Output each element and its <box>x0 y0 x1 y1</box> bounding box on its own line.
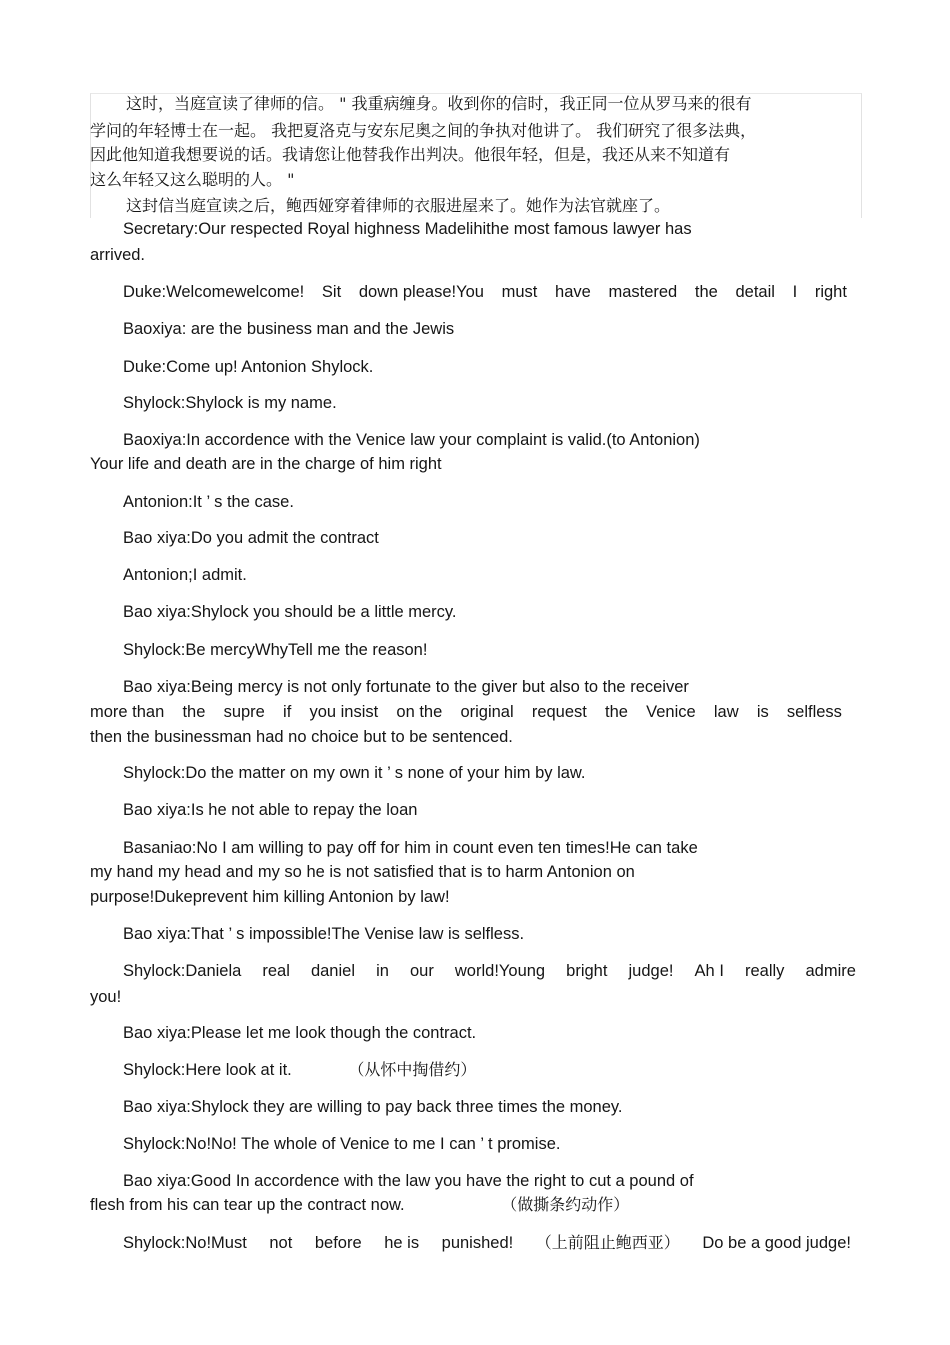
word: mastered <box>608 283 678 301</box>
shylock-line-4b: you! <box>90 988 122 1006</box>
word: supre <box>223 703 265 721</box>
antonion-line-2: Antonion;I admit. <box>123 566 247 584</box>
basaniao-line-c: purpose!Dukeprevent him killing Antonion by law! <box>90 888 450 906</box>
baoxiya-line-10a: Bao xiya:Good In accordence with the law you have the right to cut a pound of <box>123 1172 694 1190</box>
shylock-line-6: Shylock:No!No! The whole of Venice to me I can ’ t promise. <box>123 1135 561 1153</box>
stage-direction: （从怀中掏借约） <box>348 1060 477 1079</box>
baoxiya-line-4: Bao xiya:Shylock you should be a little mercy. <box>123 603 457 621</box>
word: real <box>262 962 290 980</box>
dialogue-text: Shylock:Here look at it. <box>123 1061 292 1079</box>
word: is <box>756 703 769 721</box>
secretary-line-2: arrived. <box>90 246 146 264</box>
letter-line-4: 这么年轻又这么聪明的人。 " <box>90 170 295 189</box>
narration-line: 这封信当庭宣读之后，鲍西娅穿着律师的衣服进屋来了。她作为法官就座了。 <box>126 196 671 215</box>
word: judge! <box>628 962 674 980</box>
word: you insist <box>309 703 379 721</box>
word: Ah I <box>694 962 724 980</box>
baoxiya-line-7: Bao xiya:That ’ s impossible!The Venise law is selfless. <box>123 925 525 943</box>
word: he is <box>384 1234 420 1252</box>
secretary-line-1: Secretary:Our respected Royal highness Madelihithe most famous lawyer has <box>123 220 692 238</box>
shylock-line-3: Shylock:Do the matter on my own it ’ s none of your him by law. <box>123 764 586 782</box>
word: daniel <box>310 962 355 980</box>
word: more than <box>90 703 165 721</box>
baoxiya-line-5b <box>90 702 842 722</box>
word: Venice <box>646 703 696 721</box>
duke-line-1 <box>123 282 847 302</box>
baoxiya-line-1: Baoxiya: are the business man and the Jewis <box>123 320 455 338</box>
shylock-line-1: Shylock:Shylock is my name. <box>123 394 337 412</box>
word: our <box>409 962 434 980</box>
shylock-line-4a <box>123 961 856 981</box>
word: down please!You <box>358 283 484 301</box>
word: have <box>555 283 591 301</box>
word: Shylock:No!Must <box>123 1234 247 1252</box>
word: world!Young <box>454 962 546 980</box>
baoxiya-line-3: Bao xiya:Do you admit the contract <box>123 529 379 547</box>
word: Sit <box>321 283 342 301</box>
word: Do be a good judge! <box>702 1234 851 1252</box>
word: admire <box>805 962 856 980</box>
word: the <box>182 703 206 721</box>
word: must <box>501 283 538 301</box>
dialogue-text: flesh from his can tear up the contract now. <box>90 1196 405 1214</box>
word: Duke:Welcomewelcome! <box>123 283 305 301</box>
stage-direction: （做撕条约动作） <box>501 1195 630 1214</box>
baoxiya-line-6: Bao xiya:Is he not able to repay the loan <box>123 801 418 819</box>
basaniao-line-a: Basaniao:No I am willing to pay off for him in count even ten times!He can take <box>123 839 698 857</box>
word: right <box>814 283 847 301</box>
word: punished! <box>441 1234 514 1252</box>
baoxiya-line-9: Bao xiya:Shylock they are willing to pay back three times the money. <box>123 1098 623 1116</box>
letter-line-2: 学问的年轻博士在一起。 我把夏洛克与安东尼奥之间的争执对他讲了。 我们研究了很多法典， <box>90 121 757 140</box>
word: detail <box>735 283 775 301</box>
word: the <box>694 283 718 301</box>
shylock-line-2: Shylock:Be mercyWhyTell me the reason! <box>123 641 428 659</box>
word: not <box>269 1234 293 1252</box>
baoxiya-line-5a: Bao xiya:Being mercy is not only fortunate to the giver but also to the receiver <box>123 678 689 696</box>
word: selfless <box>786 703 842 721</box>
shylock-line-5 <box>123 1060 476 1080</box>
letter-line-1: 这时，当庭宣读了律师的信。 " 我重病缠身。收到你的信时，我正同一位从罗马来的很有 <box>126 94 752 113</box>
word: if <box>283 703 292 721</box>
word: on the <box>396 703 443 721</box>
word: request <box>531 703 587 721</box>
word: I <box>792 283 798 301</box>
stage-direction: （上前阻止鲍西亚） <box>535 1233 680 1252</box>
shylock-line-7 <box>123 1233 851 1253</box>
baoxiya-line-8: Bao xiya:Please let me look though the contract. <box>123 1024 477 1042</box>
baoxiya-line-10b <box>90 1195 629 1215</box>
word: Shylock:Daniela <box>123 962 242 980</box>
baoxiya-line-2b: Your life and death are in the charge of him right <box>90 455 442 473</box>
word: the <box>605 703 628 721</box>
word: in <box>376 962 389 980</box>
word: law <box>713 703 739 721</box>
basaniao-line-b: my hand my head and my so he is not satisfied that is to harm Antonion on <box>90 863 635 881</box>
duke-line-2: Duke:Come up! Antonion Shylock. <box>123 358 374 376</box>
word: before <box>314 1234 362 1252</box>
word: original <box>460 703 514 721</box>
baoxiya-line-5c: then the businessman had no choice but to be sentenced. <box>90 728 513 746</box>
antonion-line-1: Antonion:It ’ s the case. <box>123 493 294 511</box>
letter-line-3: 因此他知道我想要说的话。我请您让他替我作出判决。他很年轻，但是，我还从来不知道有 <box>90 145 731 164</box>
word: really <box>744 962 785 980</box>
word: bright <box>566 962 608 980</box>
baoxiya-line-2a: Baoxiya:In accordence with the Venice law your complaint is valid.(to Antonion) <box>123 431 700 449</box>
